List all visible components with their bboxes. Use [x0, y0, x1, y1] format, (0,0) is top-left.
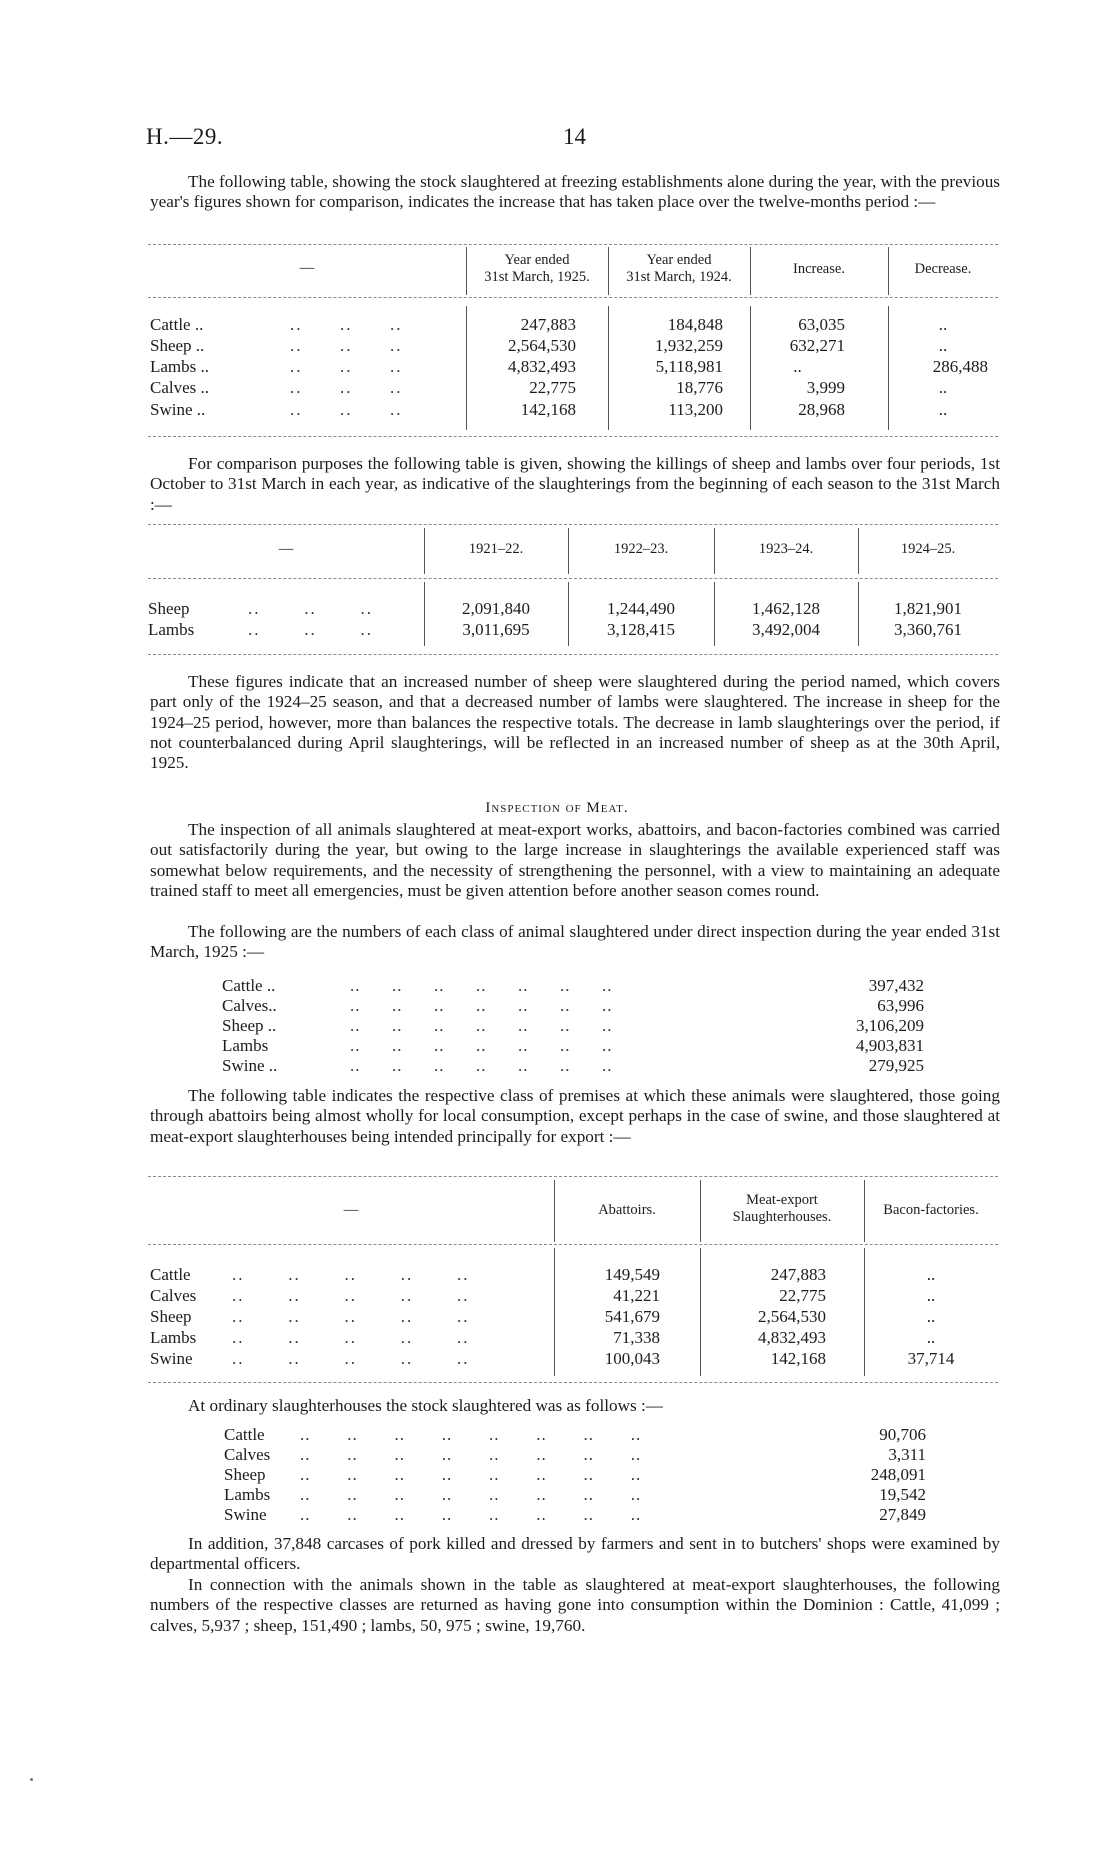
table-rule	[148, 654, 998, 655]
table-header-blank: —	[343, 1202, 359, 1218]
document-reference: H.—29.	[146, 124, 224, 149]
table-header-bacon: Bacon-factories.	[883, 1202, 979, 1218]
table-rule	[148, 1244, 998, 1245]
table-header-abattoirs: Abattoirs.	[598, 1202, 656, 1218]
intro-paragraph-1: The following table, showing the stock slaughtered at freezing establishments alone during the year, with the previous year's figures shown for comparison, indicates the increase that has taken place over the twelve-months period :—	[150, 172, 1000, 212]
table-rule	[148, 244, 998, 245]
document-page: H.—29. 14 The following table, showing the stock slaughtered at freezing establishments alone during the year, with the previous year's figures shown for comparison, indicates the increase that has taken place over the twelve-months period :— — Year ended 31st March, 1925. Year ended 31st March, 1924. Increase. Decrease. Cattle .. .. .. .. 247,883 184,848 63,035 .. Sheep .. .. .. .. 2,564,530 1,932,259 632,271 .. Lambs .. .. .. .. 4,832,493 5,118,981 .. 286,488 Calves .. .. .. .. 22,775 18,776 3,999 .. Swine .. .. .. .. 142,168 113,200 28,968 .. For comparison purposes the following table is given, showing the killings of sheep and lambs over four periods, 1st October to 31st March in each year, as indicative of the slaughterings from the beginning of each season to the 31st March :— — 1921–22. 1922–23. 1923–24. 1924–25. Sheep .. .. .. 2,091,840 1,244,490 1,462,128 1,821,901 Lambs .. .. .. 3,011,695 3,128,415 3,492,004 3,360,761 These figures indicate that an increased number of sheep were slaughtered during the period named, which covers part only of the 1924–25 season, and that a decreased number of lambs were slaughtered. The increase in sheep for the 1924–25 period, however, more than balances the respective totals. The decrease in lamb slaughterings over the period, if not counterbalanced during April slaughterings, will be reflected in an increased number of sheep as at the 30th April, 1925. Inspection of Meat. The inspection of all animals slaughtered at meat-export works, abattoirs, and bacon-factories combined was carried out satisfactorily during the year, but owing to the large increase in slaughterings the available experienced staff was somewhat below requirements, and the necessity of strengthening the personnel, with a view to maintaining an adequate trained staff to meet all emergencies, must be given attention before another season comes round. The following are the numbers of each class of animal slaughtered under direct inspection during the year ended 31st March, 1925 :— Cattle .. .. .. .. .. .. .. .. 397,432 Calves.. .. .. .. .. .. .. .. 63,996 Sheep .. .. .. .. .. .. .. .. 3,106,209 Lambs .. .. .. .. .. .. .. 4,903,831 Swine .. .. .. .. .. .. .. .. 279,925 The following table indicates the respective class of premises at which these animals were slaughtered, those going through abattoirs being almost wholly for local consumption, except perhaps in the case of swine, and those slaughtered at meat-export slaughterhouses being intended principally for export :— — Abattoirs. Meat-export Slaughterhouses. Bacon-factories. Cattle .. .. .. .. .. 149,549 247,883 .. Calves .. .. .. .. .. 41,221 22,775 .. Sheep .. .. .. .. .. 541,679 2,564,530 .. Lambs .. .. .. .. .. 71,338 4,832,493 .. Swine .. .. .. .. .. 100,043 142,168 37,714 At ordinary slaughterhouses the stock slaughtered was as follows :— Cattle .. .. .. .. .. .. .. .. 90,706 Calves .. .. .. .. .. .. .. .. 3,311 Sheep .. .. .. .. .. .. .. .. 248,091 Lambs .. .. .. .. .. .. .. .. 19,542 Swine .. .. .. .. .. .. .. .. 27,849 In addition, 37,848 carcases of pork killed and dressed by farmers and sent in to butchers' shops were examined by departmental officers. In connection with the animals shown in the table as slaughtered at meat-export slaughterhouses, the following numbers of the respective classes are returned as having gone into consumption within the Dominion : Cattle, 41,099 ; calves, 5,937 ; sheep, 151,490 ; lambs, 50, 975 ; swine, 19,760.	[0, 0, 1114, 1870]
page-number: 14	[563, 124, 586, 149]
table-header-blank: —	[278, 541, 294, 557]
paragraph-dominion-consumption: In connection with the animals shown in the table as slaughtered at meat-export slaughterhouses, the following numbers of the respective classes are returned as having gone into consumption within the Dominion : Cattle, 41,099 ; calves, 5,937 ; sheep, 151,490 ; lambs, 50, 975 ; swine, 19,760.	[150, 1575, 1000, 1635]
table-header-col1: Year ended 31st March, 1925.	[484, 252, 590, 285]
table-rule	[148, 578, 998, 579]
table-header-col2: Year ended 31st March, 1924.	[626, 252, 732, 285]
paragraph-premises: The following table indicates the respective class of premises at which these animals were slaughtered, those going through abattoirs being almost wholly for local consumption, except perhaps in the case of swine, and those slaughtered at meat-export slaughterhouses being intended principally for export :—	[150, 1086, 1000, 1146]
paragraph-ordinary: At ordinary slaughterhouses the stock slaughtered was as follows :—	[188, 1396, 663, 1415]
table-header-period: 1923–24.	[758, 541, 814, 557]
table-rule	[148, 436, 998, 437]
table-header-period: 1921–22.	[468, 541, 524, 557]
paragraph-pork-carcases: In addition, 37,848 carcases of pork killed and dressed by farmers and sent in to butchers' shops were examined by departmental officers.	[150, 1534, 1000, 1574]
paragraph-direct-inspection: The following are the numbers of each class of animal slaughtered under direct inspection during the year ended 31st March, 1925 :—	[150, 922, 1000, 962]
section-heading: Inspection of Meat.	[485, 800, 629, 816]
table-rule	[148, 1176, 998, 1177]
table-rule	[148, 1382, 998, 1383]
table-rule	[148, 524, 998, 525]
intro-paragraph-2: For comparison purposes the following table is given, showing the killings of sheep and lambs over four periods, 1st October to 31st March in each year, as indicative of the slaughterings from the beginning of each season to the 31st March :—	[150, 454, 1000, 514]
paragraph-figures: These figures indicate that an increased number of sheep were slaughtered during the period named, which covers part only of the 1924–25 season, and that a decreased number of lambs were slaughtered. The increase in sheep for the 1924–25 period, however, more than balances the respective totals. The decrease in lamb slaughterings over the period, if not counterbalanced during April slaughterings, will be reflected in an increased number of sheep as at the 30th April, 1925.	[150, 672, 1000, 773]
paragraph-inspection: The inspection of all animals slaughtered at meat-export works, abattoirs, and bacon-factories combined was carried out satisfactorily during the year, but owing to the large increase in slaughterings the available experienced staff was somewhat below requirements, and the necessity of strengthening the personnel, with a view to maintaining an adequate trained staff to meet all emergencies, must be given attention before another season comes round.	[150, 820, 1000, 900]
scan-speck	[30, 1778, 33, 1781]
table-header-meat-export: Meat-export Slaughterhouses.	[732, 1192, 832, 1225]
table-rule	[148, 297, 998, 298]
table-header-period: 1922–23.	[613, 541, 669, 557]
table-header-blank: —	[299, 260, 315, 276]
table-header-decrease: Decrease.	[914, 261, 972, 277]
table-header-increase: Increase.	[793, 261, 845, 277]
table-header-period: 1924–25.	[900, 541, 956, 557]
